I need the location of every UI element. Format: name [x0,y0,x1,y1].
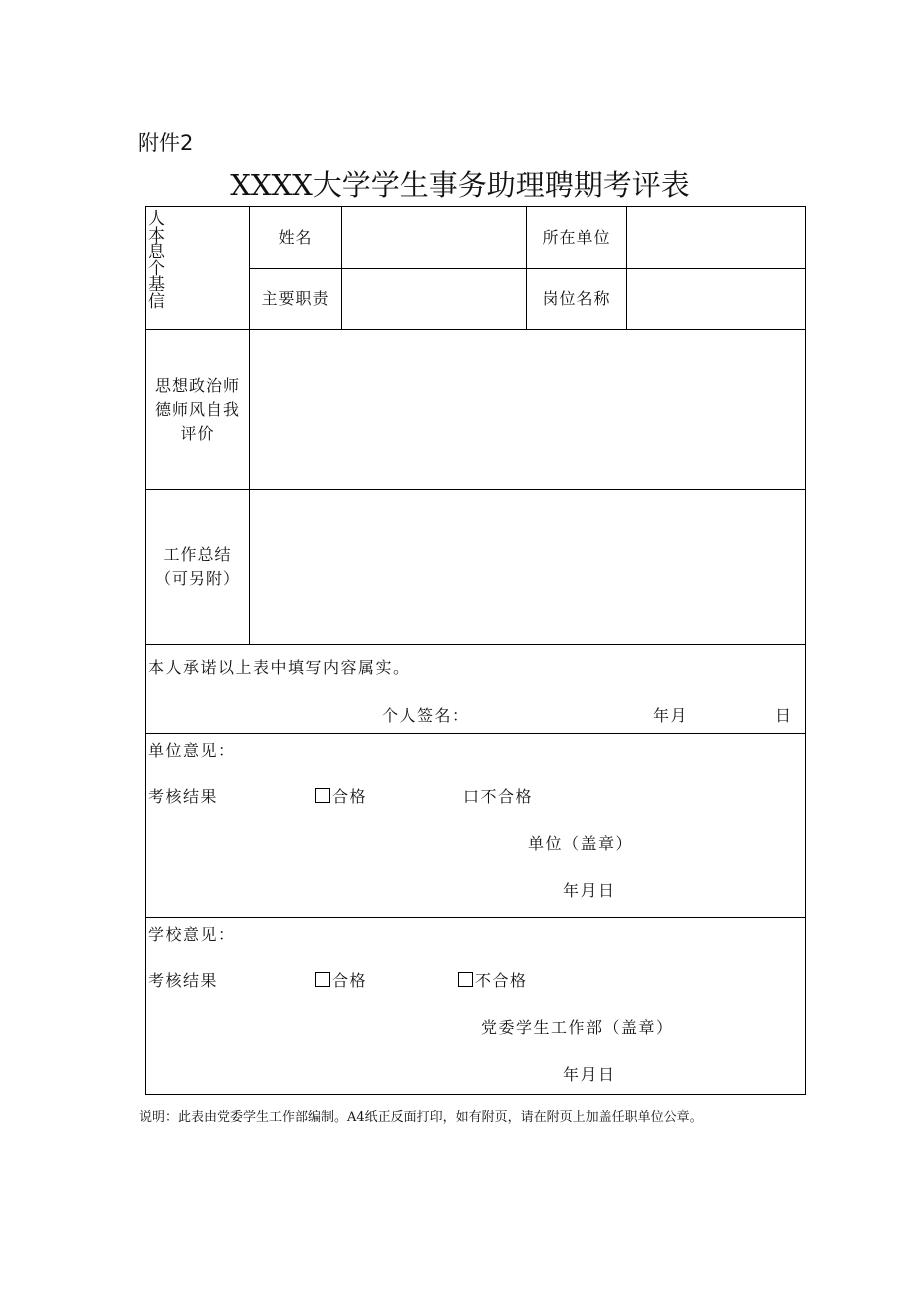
pledge-year-month: 年月 [653,706,689,725]
form-title: XXXX大学学生事务助理聘期考评表 [230,168,690,202]
unit-field[interactable] [627,207,805,268]
school-pass-label: 合格 [332,971,368,990]
unit-opinion-heading: 单位意见： [148,741,236,760]
post-field[interactable] [627,269,805,329]
unit-fail-label: 不合格 [480,787,534,806]
self-eval-field[interactable] [250,330,805,489]
unit-fail-option[interactable] [463,784,533,807]
row-divider-unit [145,917,806,918]
signature-field[interactable] [470,700,640,726]
pledge-day: 日 [775,706,793,725]
duty-field[interactable] [342,269,526,329]
school-pass-option[interactable] [315,968,367,991]
school-fail-checkbox[interactable] [458,972,473,987]
attachment-label: 附件2 [138,131,194,155]
school-opinion-heading: 学校意见： [148,925,236,944]
school-fail-option[interactable] [458,968,528,991]
signature-label: 个人签名： [382,706,470,725]
unit-seal-label: 单位（盖章） [528,834,634,853]
row-divider-pledge [145,733,806,734]
unit-pass-option[interactable] [315,784,367,807]
duty-label: 主要职责 [261,289,330,308]
school-fail-label: 不合格 [475,971,528,990]
unit-label: 所在单位 [542,227,611,247]
name-label: 姓名 [278,227,313,247]
post-label: 岗位名称 [542,289,611,308]
school-pass-checkbox[interactable] [315,972,330,987]
school-result-label: 考核结果 [148,971,219,990]
self-eval-label: 思想政治师 德师风自我 评价 [154,375,240,443]
work-summary-label: 工作总结 （可另附） [154,545,240,588]
work-summary-field[interactable] [250,490,805,644]
school-date-label: 年月日 [563,1065,616,1084]
row-divider-summary [145,644,806,645]
unit-fail-checkbox[interactable]: 口 [463,787,481,806]
table-border-bottom [145,1094,806,1095]
basic-info-section-label: 人 本 息 个 基 信 [148,209,165,312]
school-seal-label: 党委学生工作部（盖章） [481,1018,674,1037]
footer-note: 说明：此表由党委学生工作部编制。A4纸正反面打印，如有附页，请在附页上加盖任职单位公章。 [139,1110,703,1125]
unit-result-label: 考核结果 [148,787,219,806]
name-field[interactable] [342,207,526,268]
unit-date-label: 年月日 [563,881,616,900]
unit-pass-checkbox[interactable] [315,788,330,803]
unit-pass-label: 合格 [332,787,368,806]
table-border-right [805,206,806,1095]
pledge-statement: 本人承诺以上表中填写内容属实。 [148,658,411,677]
